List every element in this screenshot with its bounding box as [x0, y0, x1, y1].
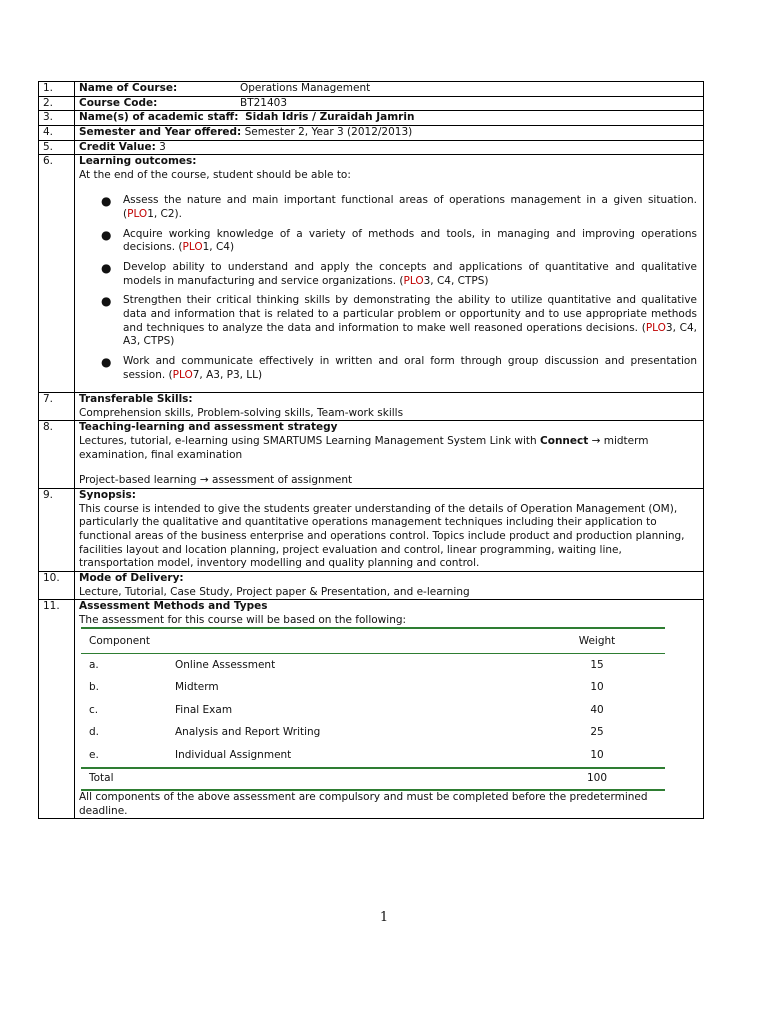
- table-row: [39, 82, 704, 97]
- field-label: Assessment Methods and Types: [79, 600, 268, 613]
- table-row: [39, 421, 704, 489]
- assessment-header-row: [81, 628, 665, 654]
- staff-value: Sidah Idris / Zuraidah Jamrin: [245, 111, 415, 124]
- assessment-note: All components of the above assessment are compulsory and must be completed before the predetermined deadline.: [79, 790, 648, 817]
- course-info-table: [38, 81, 704, 819]
- table-row: a. Online Assessment 15: [89, 658, 604, 671]
- bullet-icon: ●: [101, 227, 112, 242]
- outcomes-intro: At the end of the course, student should be able to:: [79, 168, 351, 181]
- table-row: [39, 125, 704, 140]
- total-value: 100: [529, 768, 665, 790]
- assessment-intro: The assessment for this course will be based on the following:: [79, 613, 407, 626]
- field-label: Synopsis:: [79, 489, 136, 502]
- field-label: Teaching-learning and assessment strategy: [79, 421, 338, 434]
- course-code-value: BT21403: [240, 96, 288, 109]
- plo-tag: PLO: [182, 241, 203, 254]
- row-number: 3.: [39, 111, 75, 126]
- assessment-total-row: [81, 768, 665, 790]
- transferable-text: Comprehension skills, Problem-solving skills, Team-work skills: [79, 406, 404, 419]
- bullet-icon: ●: [101, 194, 112, 209]
- row-number: 2.: [39, 96, 75, 111]
- list-item: ● Acquire working knowledge of a variety of methods and tools, in managing and improving operations decisions. (PLO1, C4): [101, 227, 697, 254]
- row-number: 7.: [39, 393, 75, 421]
- table-row: [39, 111, 704, 126]
- field-label: Course Code:: [79, 96, 158, 109]
- plo-tag: PLO: [172, 368, 193, 381]
- credit-value: 3: [159, 140, 166, 153]
- table-row: c. Final Exam 40: [89, 703, 604, 716]
- table-row: e. Individual Assignment 10: [89, 748, 604, 761]
- table-row: [39, 140, 704, 155]
- list-item: ● Strengthen their critical thinking skills by demonstrating the ability to utilize quantitative and qualitative data and information that is related to a particular problem or opportunity and to use appropriate methods and techniques to analyze the data and information to make well reasoned operations decisions. (PLO3, C4, A3, CTPS): [101, 294, 697, 348]
- row-number: 5.: [39, 140, 75, 155]
- plo-tag: PLO: [645, 321, 666, 334]
- field-label: Mode of Delivery:: [79, 571, 184, 584]
- table-row: [39, 393, 704, 421]
- table-row: [39, 600, 704, 819]
- semester-value: Semester 2, Year 3 (2012/2013): [244, 125, 413, 138]
- row-number: 10.: [39, 571, 75, 599]
- field-label: Name(s) of academic staff:: [79, 111, 239, 124]
- connect-label: Connect: [540, 435, 589, 448]
- table-row: b. Midterm 10: [89, 681, 604, 694]
- total-label: Total: [81, 768, 529, 790]
- bullet-icon: ●: [101, 354, 112, 369]
- row-number: 9.: [39, 489, 75, 572]
- bullet-icon: ●: [101, 261, 112, 276]
- field-label: Transferable Skills:: [79, 393, 193, 406]
- table-row: d. Analysis and Report Writing 25: [89, 726, 604, 739]
- assessment-table: [81, 627, 665, 791]
- table-row: [39, 489, 704, 572]
- page-number: 1: [379, 910, 389, 925]
- list-item: ● Work and communicate effectively in written and oral form through group discussion and presentation session. (PLO7, A3, P3, LL): [101, 354, 697, 381]
- row-number: 11.: [39, 600, 75, 819]
- row-number: 4.: [39, 125, 75, 140]
- table-row: [39, 571, 704, 599]
- plo-tag: PLO: [403, 274, 424, 287]
- field-label: Name of Course:: [79, 82, 178, 94]
- table-row: [39, 155, 704, 393]
- bullet-icon: ●: [101, 294, 112, 309]
- teaching-project-text: Project-based learning → assessment of assignment: [79, 474, 353, 487]
- teaching-text: Lectures, tutorial, e-learning using SMARTUMS Learning Management System Link with Connect → midterm examination, final examination: [79, 435, 649, 461]
- field-label: Credit Value:: [79, 140, 156, 153]
- synopsis-text: This course is intended to give the students greater understanding of the details of Operation Management (OM), particularly the qualitative and quantitative operations management techniques including their application to functional areas of the business enterprise and operations control. Topics include product and production planning, facilities layout and location planning, project evaluation and control, linear programming, waiting line, transportation model, inventory modelling and quality planning and control.: [79, 502, 685, 570]
- field-label: Learning outcomes:: [79, 155, 197, 168]
- table-row: [39, 96, 704, 111]
- outcomes-list: [79, 194, 699, 382]
- course-name-value: Operations Management: [240, 82, 371, 94]
- plo-tag: PLO: [127, 208, 148, 221]
- delivery-text: Lecture, Tutorial, Case Study, Project paper & Presentation, and e-learning: [79, 585, 470, 598]
- row-number: 8.: [39, 421, 75, 489]
- weight-header: Weight: [529, 628, 665, 654]
- row-number: 6.: [39, 155, 75, 393]
- row-number: 1.: [39, 82, 75, 97]
- list-item: ● Develop ability to understand and apply the concepts and applications of quantitative and qualitative models in manufacturing and service organizations. (PLO3, C4, CTPS): [101, 261, 697, 287]
- list-item: ● Assess the nature and main important functional areas of operations management in a given situation. (PLO1, C2).: [101, 194, 697, 221]
- field-label: Semester and Year offered:: [79, 125, 242, 138]
- component-header: Component: [81, 628, 529, 654]
